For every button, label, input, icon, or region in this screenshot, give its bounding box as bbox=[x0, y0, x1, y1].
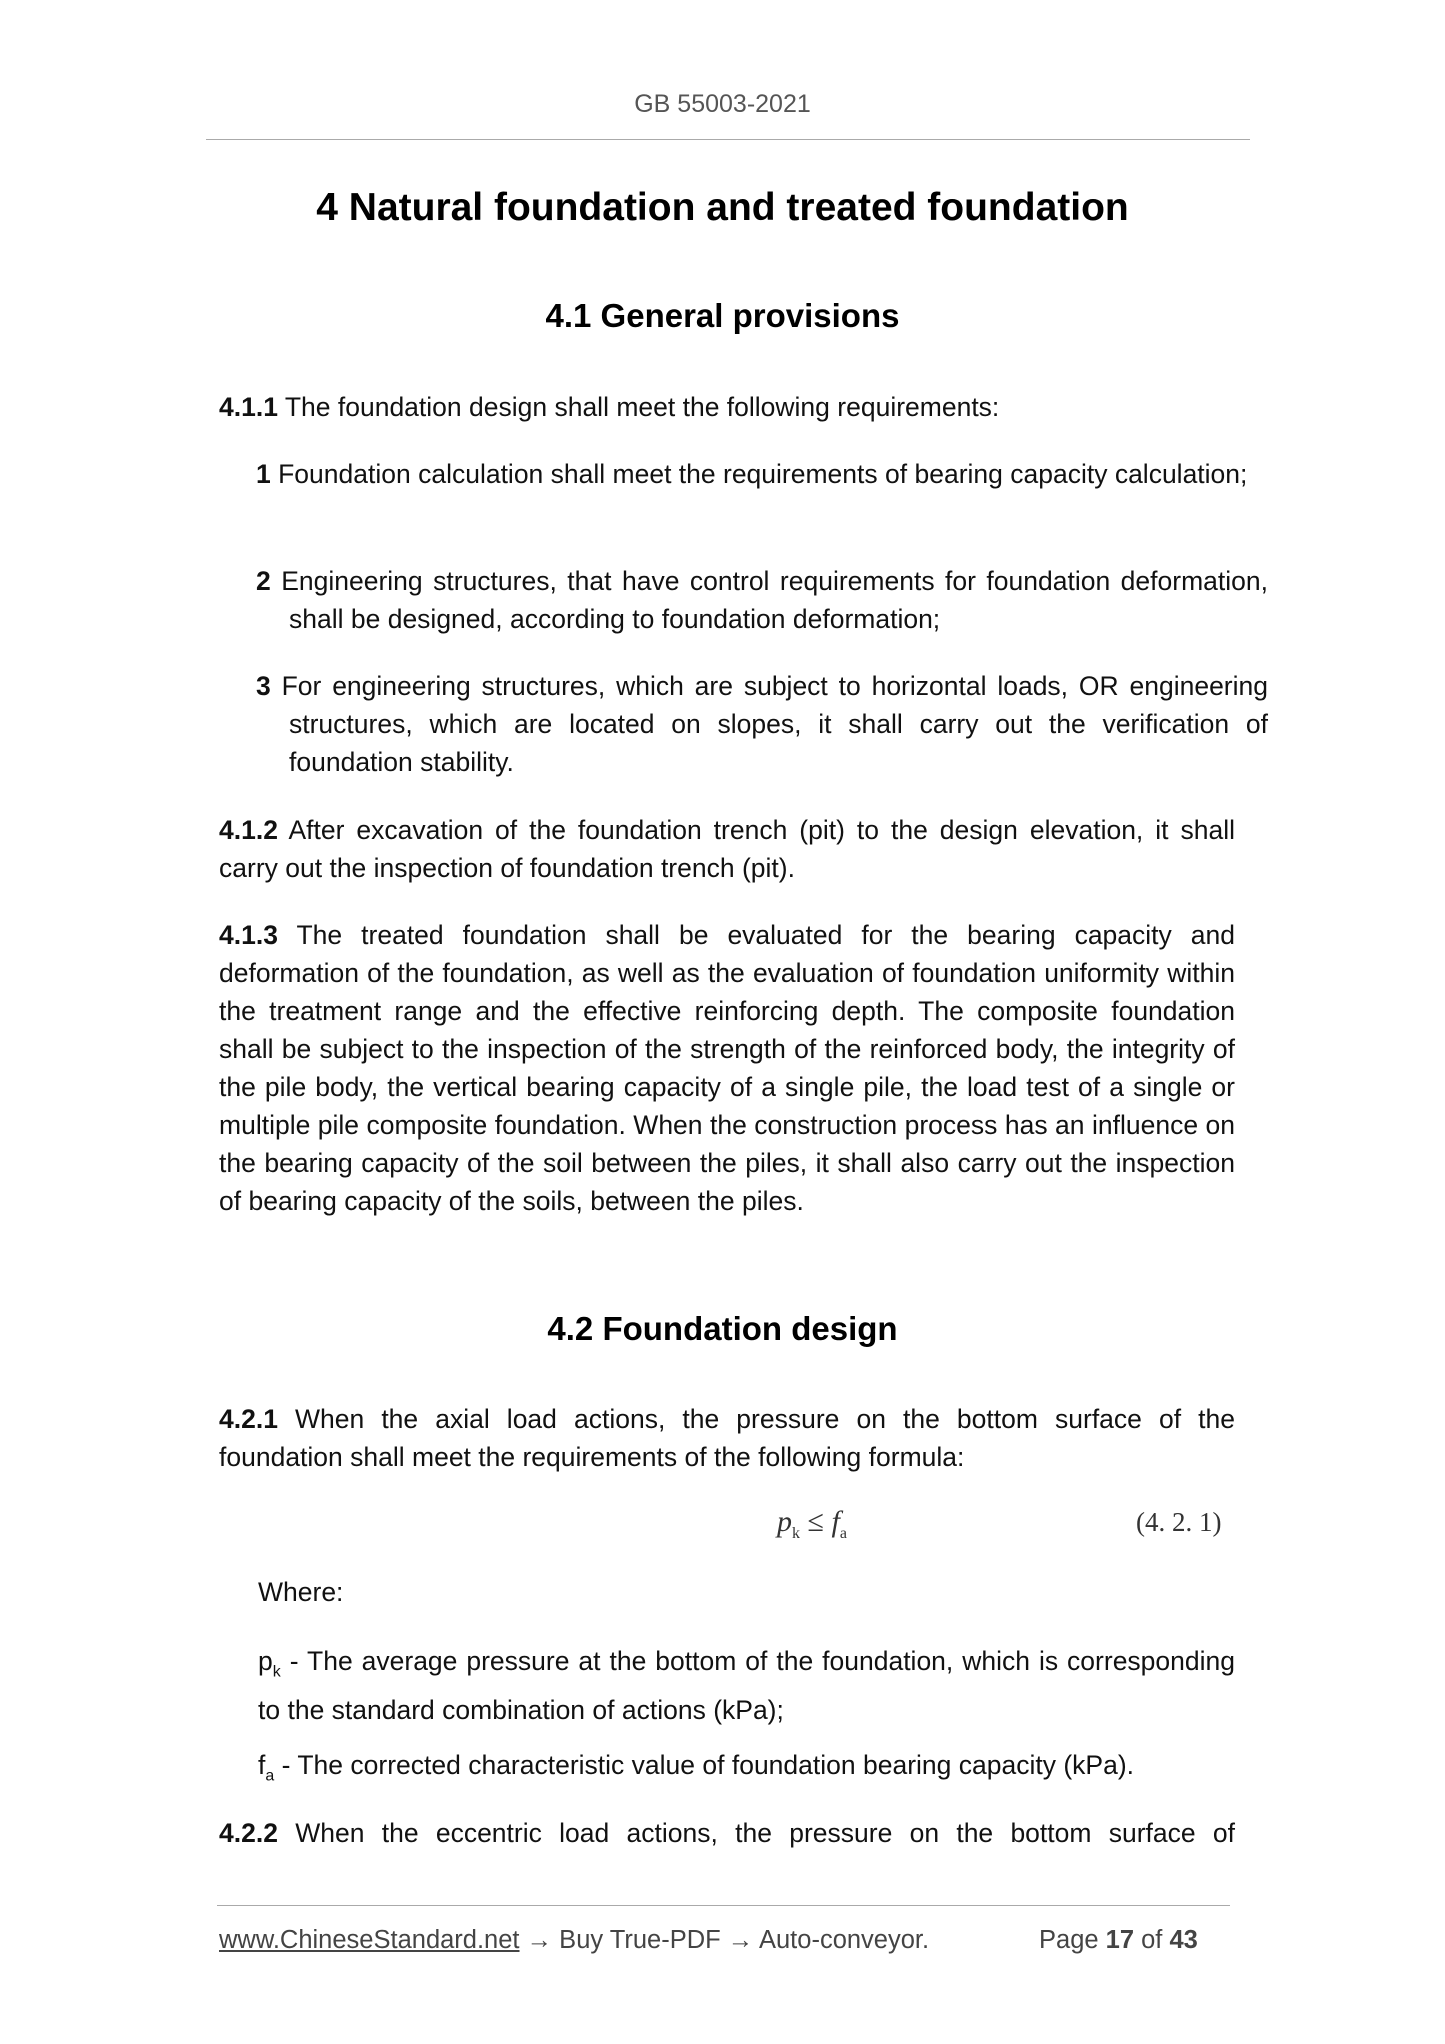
section-heading-4-1: 4.1 General provisions bbox=[545, 297, 900, 334]
definition-fa bbox=[258, 1746, 1248, 1795]
running-header: GB 55003-2021 bbox=[634, 90, 811, 118]
page-number bbox=[1039, 1926, 1198, 1955]
clause-number: 4.1.2 bbox=[219, 815, 278, 845]
total-pages: 43 bbox=[1169, 1926, 1198, 1954]
clause-text: When the axial load actions, the pressure on the bottom surface of the foundation shall meet the requirements of the following formula: bbox=[219, 1404, 1235, 1472]
clause-text: The foundation design shall meet the following requirements: bbox=[277, 392, 1000, 422]
formula-symbol: f bbox=[831, 1505, 840, 1538]
def-symbol: p bbox=[258, 1646, 273, 1676]
clause-number: 4.1.3 bbox=[219, 920, 278, 950]
clause-number: 4.1.1 bbox=[219, 392, 278, 422]
footer-divider bbox=[217, 1905, 1230, 1906]
item-number: 1 bbox=[256, 459, 271, 489]
formula-symbol: p bbox=[777, 1505, 792, 1538]
clause-4-2-2 bbox=[219, 1814, 1235, 1852]
item-text: Foundation calculation shall meet the requirements of bearing capacity calculation; bbox=[270, 459, 1248, 489]
item-number: 3 bbox=[256, 671, 271, 701]
current-page: 17 bbox=[1105, 1926, 1135, 1954]
formula-operator: ≤ bbox=[807, 1505, 824, 1538]
list-item bbox=[256, 667, 1268, 781]
header-divider bbox=[206, 139, 1250, 140]
def-text: - The average pressure at the bottom of the foundation, which is corresponding to the standard combination of actions (kPa); bbox=[258, 1646, 1235, 1726]
clause-4-1-3 bbox=[219, 916, 1235, 1220]
clause-text: When the eccentric load actions, the pressure on the bottom surface of bbox=[277, 1818, 1235, 1848]
footer-promo bbox=[219, 1926, 929, 1955]
def-subscript: a bbox=[265, 1767, 275, 1785]
item-text: For engineering structures, which are subject to horizontal loads, OR engineering structures, which are located on slopes, it shall carry out the verification of foundation stability. bbox=[270, 671, 1268, 777]
formula-subscript: k bbox=[792, 1525, 800, 1542]
formula-subscript: a bbox=[839, 1525, 847, 1542]
of-label: of bbox=[1141, 1926, 1163, 1954]
clause-number: 4.2.1 bbox=[219, 1404, 278, 1434]
clause-text: The treated foundation shall be evaluated for the bearing capacity and deformation of the foundation, as well as the evaluation of foundation uniformity within the treatment range and the effective reinforcing depth. The composite foundation shall be subject to the inspection of the strength of the reinforced body, the integrity of the pile body, the vertical bearing capacity of a single pile, the load test of a single or multiple pile composite foundation. When the construction process has an influence on the bearing capacity of the soil between the piles, it shall also carry out the inspection of bearing capacity of the soils, between the piles. bbox=[219, 920, 1235, 1216]
definition-pk bbox=[258, 1642, 1235, 1729]
website-link[interactable]: www.ChineseStandard.net bbox=[219, 1926, 520, 1954]
def-symbol: f bbox=[258, 1750, 266, 1780]
clause-number: 4.2.2 bbox=[219, 1818, 278, 1848]
item-text: Engineering structures, that have control requirements for foundation deformation, shall be designed, according to foundation deformation; bbox=[270, 566, 1268, 634]
def-text: - The corrected characteristic value of foundation bearing capacity (kPa). bbox=[274, 1750, 1135, 1780]
clause-4-1-1 bbox=[219, 388, 1235, 426]
def-subscript: k bbox=[272, 1663, 281, 1681]
list-item bbox=[256, 562, 1268, 638]
list-item bbox=[256, 455, 1268, 493]
formula bbox=[777, 1505, 847, 1543]
formula-number: (4. 2. 1) bbox=[1136, 1507, 1222, 1537]
section-heading-4-2: 4.2 Foundation design bbox=[547, 1310, 898, 1347]
chapter-title: 4 Natural foundation and treated foundation bbox=[316, 186, 1129, 229]
clause-4-2-1 bbox=[219, 1400, 1235, 1476]
item-number: 2 bbox=[256, 566, 271, 596]
where-label: Where: bbox=[258, 1577, 344, 1607]
footer-text: → Buy True-PDF → Auto-conveyor. bbox=[519, 1926, 930, 1954]
page-label: Page bbox=[1039, 1926, 1099, 1954]
clause-text: After excavation of the foundation trench (pit) to the design elevation, it shall carry out the inspection of foundation trench (pit). bbox=[219, 815, 1235, 883]
clause-4-1-2 bbox=[219, 811, 1235, 887]
